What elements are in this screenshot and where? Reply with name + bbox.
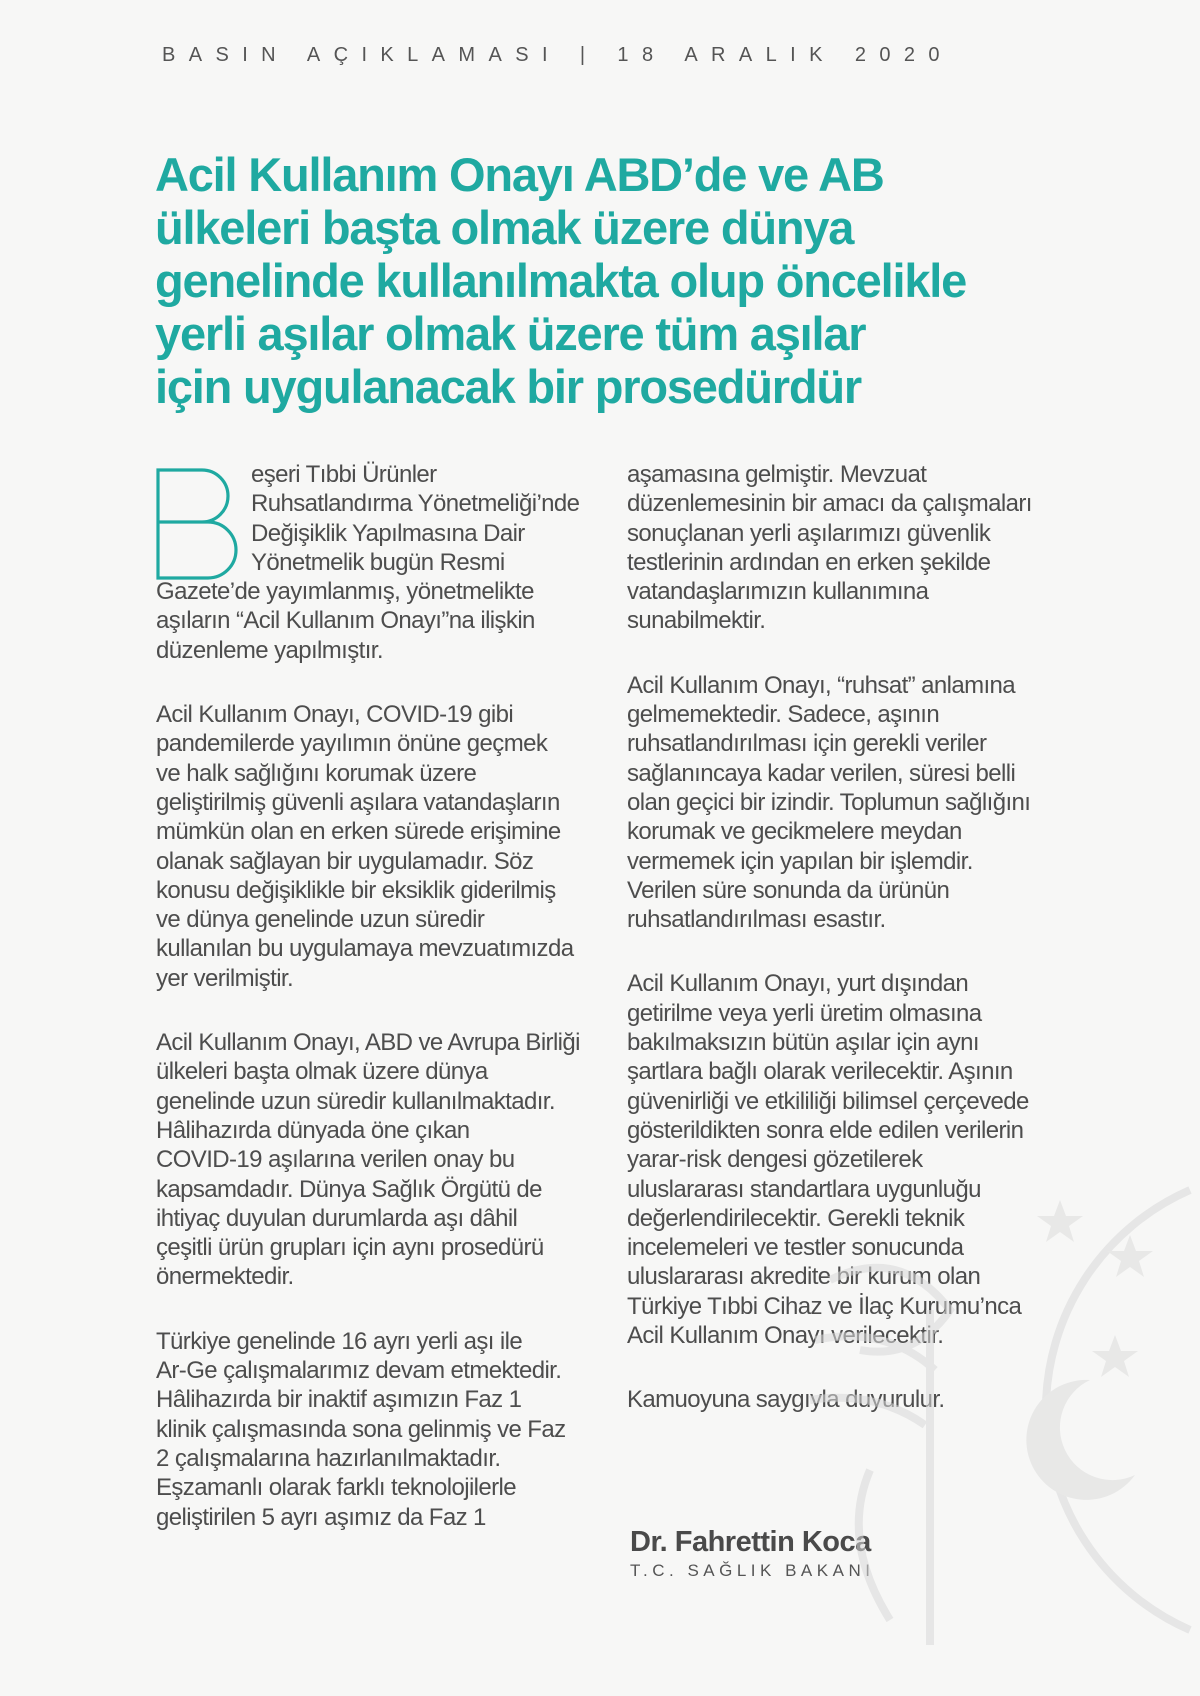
headline — [155, 148, 1155, 413]
text-line: mümkün olan en erken sürede erişimine — [156, 818, 561, 846]
text-line: uluslararası standartlara uygunluğu — [627, 1175, 981, 1203]
text-line: Verilen süre sonunda da ürünün — [627, 876, 950, 904]
text-line: sonuçlanan yerli aşılarımızı güvenlik — [627, 519, 991, 547]
text-line: olanak sağlayan bir uygulamadır. Söz — [156, 847, 534, 875]
text-line: korumak ve gecikmelere meydan — [627, 818, 962, 846]
text-line: getirilme veya yerli üretim olmasına — [627, 999, 982, 1027]
text-line: 2 çalışmalarına hazırlanılmaktadır. — [156, 1444, 501, 1472]
left-column — [156, 460, 616, 1567]
headline-line: Acil Kullanım Onayı ABD’de ve AB — [155, 148, 884, 201]
text-line: Türkiye Tıbbi Cihaz ve İlaç Kurumu’nca — [627, 1292, 1022, 1320]
text-line: klinik çalışmasında sona gelinmiş ve Faz — [156, 1415, 566, 1443]
text-line: gelmemektedir. Sadece, aşının — [627, 701, 940, 729]
text-line: aşamasına gelmiştir. Mevzuat — [627, 461, 927, 488]
text-line: sağlanıncaya kadar verilen, süresi belli — [627, 759, 1016, 787]
text-line: geliştirilmiş güvenli aşılara vatandaşların — [156, 788, 560, 816]
text-line: değerlendirilecektir. Gerekli teknik — [627, 1204, 965, 1232]
text-line: olan geçici bir izindir. Toplumun sağlığını — [627, 788, 1031, 816]
text-line: Ruhsatlandırma Yönetmeliği’nde — [251, 490, 580, 518]
headline-line: yerli aşılar olmak üzere tüm aşılar — [155, 307, 866, 360]
text-line: COVID-19 aşılarına verilen onay bu — [156, 1146, 515, 1174]
press-release-header: BASIN AÇIKLAMASI | 18 ARALIK 2020 — [162, 44, 953, 66]
text-line: Kamuoyuna saygıyla duyurulur. — [627, 1386, 945, 1414]
text-line: testlerinin ardından en erken şekilde — [627, 548, 991, 576]
text-line: ve halk sağlığını korumak üzere — [156, 759, 477, 787]
text-line: sunabilmektir. — [627, 607, 766, 635]
text-line: ve dünya genelinde uzun süredir — [156, 906, 485, 934]
text-line: şartlara bağlı olarak verilecektir. Aşının — [627, 1058, 1013, 1086]
text-line: Yönetmelik bugün Resmi — [251, 548, 505, 576]
text-line: Ar-Ge çalışmalarımız devam etmektedir. — [156, 1357, 562, 1385]
text-line: uluslararası akredite bir kurum olan — [627, 1263, 981, 1291]
text-line: Hâlihazırda bir inaktif aşımızın Faz 1 — [156, 1386, 522, 1414]
text-line: Acil Kullanım Onayı, yurt dışından — [627, 970, 969, 998]
text-line: güvenirliği ve etkililiği bilimsel çerçevede — [627, 1087, 1029, 1115]
text-line: Acil Kullanım Onayı verilecektir. — [627, 1322, 944, 1350]
text-line: Acil Kullanım Onayı, COVID-19 gibi — [156, 701, 514, 729]
text-line: ihtiyaç duyulan durumlarda aşı dâhil — [156, 1204, 518, 1232]
headline-line: için uygulanacak bir prosedürdür — [155, 360, 861, 413]
text-line: Eşzamanlı olarak farklı teknolojilerle — [156, 1474, 517, 1502]
text-line: gösterildikten sonra elde edilen verilerin — [627, 1116, 1024, 1144]
text-line: incelemeleri ve testler sonucunda — [627, 1234, 964, 1262]
text-line: çeşitli ürün grupları için aynı prosedürü — [156, 1234, 544, 1262]
paragraph — [627, 460, 1087, 636]
signatory-title: T.C. SAĞLIK BAKANI — [630, 1561, 875, 1580]
text-line: geliştirilen 5 ayrı aşımız da Faz 1 — [156, 1503, 486, 1531]
text-line: eşeri Tıbbi Ürünler — [251, 461, 437, 488]
text-line: Hâlihazırda dünyada öne çıkan — [156, 1116, 470, 1144]
paragraph — [156, 1327, 616, 1532]
text-line: ruhsatlandırılması için gerekli veriler — [627, 730, 987, 758]
text-line: düzenlemesinin bir amacı da çalışmaları — [627, 490, 1032, 518]
text-line: Gazete’de yayımlanmış, yönetmelikte — [156, 578, 534, 606]
text-line: vermemek için yapılan bir işlemdir. — [627, 847, 973, 875]
text-line: genelinde uzun süredir kullanılmaktadır. — [156, 1087, 555, 1115]
paragraph — [156, 1028, 616, 1292]
text-line: yer verilmiştir. — [156, 964, 294, 992]
text-line: düzenleme yapılmıştır. — [156, 636, 383, 664]
paragraph — [156, 700, 616, 993]
drop-cap-b — [156, 468, 242, 580]
text-line: Türkiye genelinde 16 ayrı yerli aşı ile — [156, 1327, 523, 1355]
text-line: ruhsatlandırılması esastır. — [627, 906, 886, 934]
text-line: kullanılan bu uygulamaya mevzuatımızda — [156, 935, 574, 963]
text-line: konusu değişiklikle bir eksiklik giderilmiş — [156, 876, 556, 904]
text-line: Acil Kullanım Onayı, ABD ve Avrupa Birliği — [156, 1029, 580, 1057]
text-line: önermektedir. — [156, 1263, 294, 1291]
text-line: pandemilerde yayılımın önüne geçmek — [156, 730, 548, 758]
text-line: ülkeleri başta olmak üzere dünya — [156, 1058, 488, 1086]
text-line: aşıların “Acil Kullanım Onayı”na ilişkin — [156, 607, 535, 635]
paragraph — [627, 671, 1087, 935]
text-line: Değişiklik Yapılmasına Dair — [251, 519, 525, 547]
signatory-name: Dr. Fahrettin Koca — [630, 1526, 871, 1558]
text-line: vatandaşlarımızın kullanımına — [627, 578, 929, 606]
headline-line: ülkeleri başta olmak üzere dünya — [155, 201, 854, 254]
text-line: yarar-risk dengesi gözetilerek — [627, 1146, 923, 1174]
text-line: Acil Kullanım Onayı, “ruhsat” anlamına — [627, 671, 1016, 699]
text-line: kapsamdadır. Dünya Sağlık Örgütü de — [156, 1175, 542, 1203]
text-line: bakılmaksızın bütün aşılar için aynı — [627, 1029, 979, 1057]
headline-line: genelinde kullanılmakta olup öncelikle — [155, 254, 967, 307]
ministry-emblem-watermark — [790, 1150, 1200, 1650]
